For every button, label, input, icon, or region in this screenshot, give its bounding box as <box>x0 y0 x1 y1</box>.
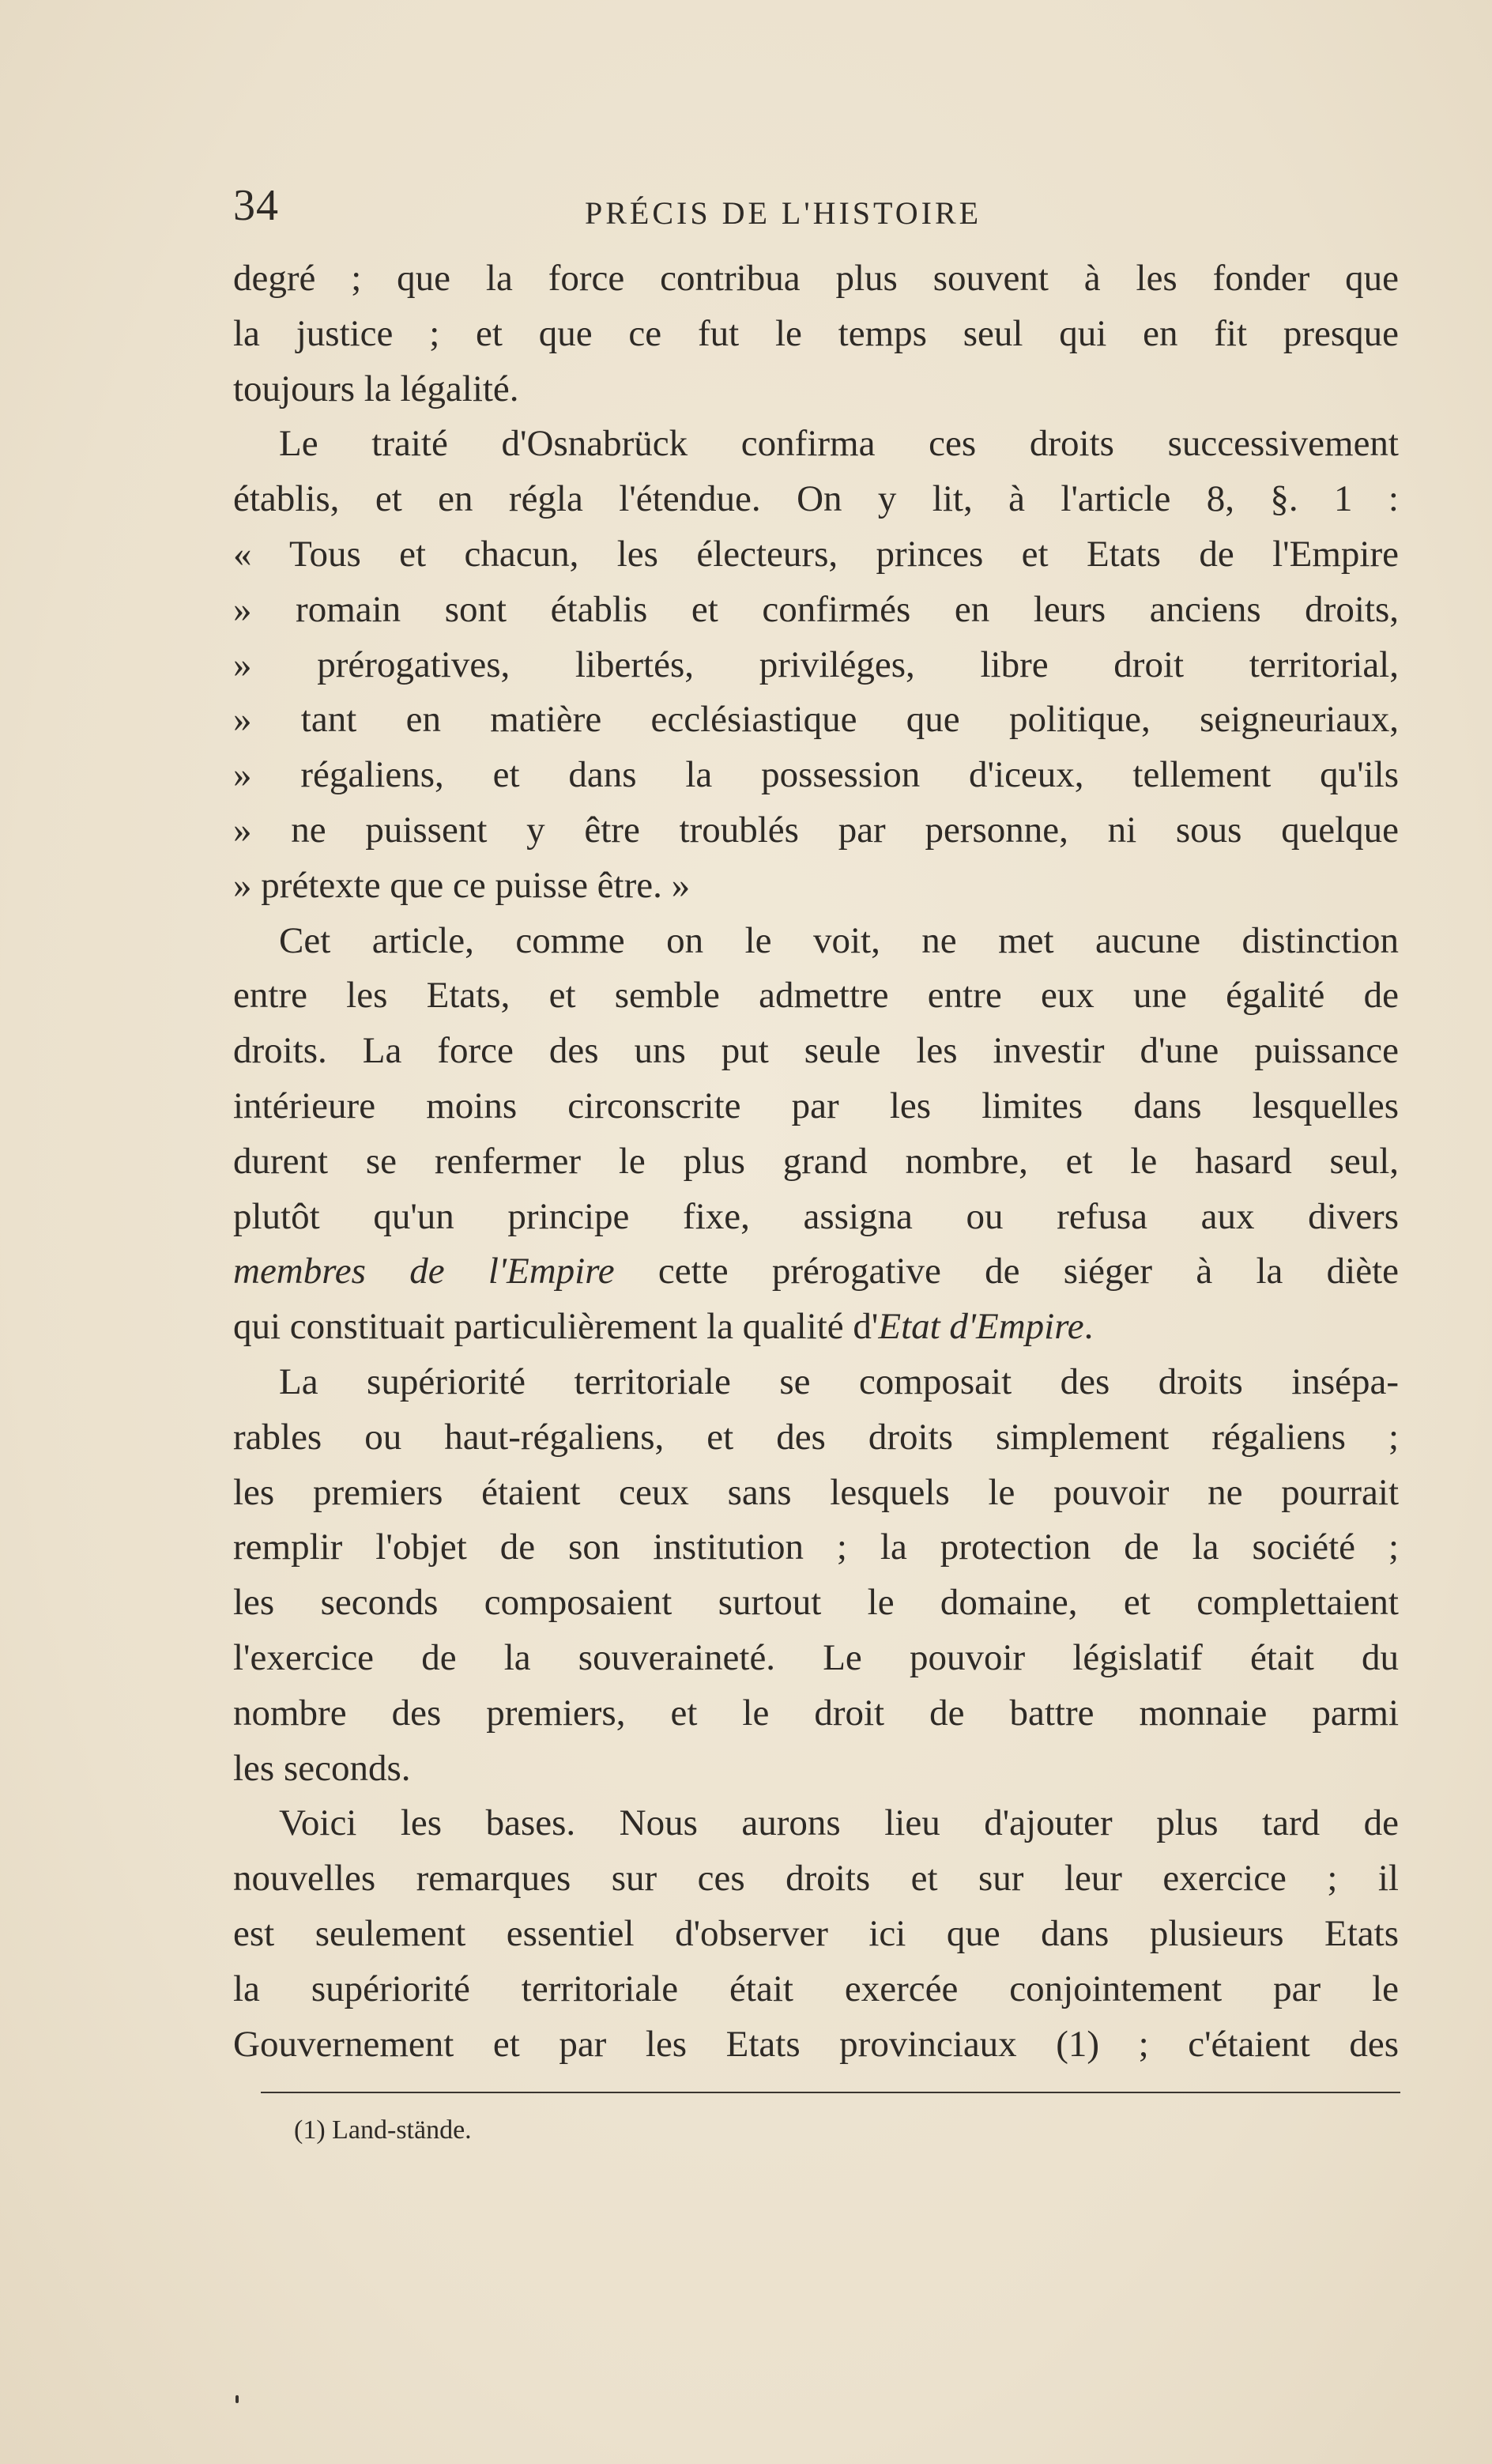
text-line: » ne puissent y être troublés par personne, ni sous quelque <box>233 809 1399 851</box>
page-number: 34 <box>233 181 279 230</box>
text-line: » romain sont établis et confirmés en leurs anciens droits, <box>233 588 1399 630</box>
text-line: » régaliens, et dans la possession d'iceux, tellement qu'ils <box>233 754 1399 796</box>
text-line: nouvelles remarques sur ces droits et sur leur exercice ; il <box>233 1858 1399 1900</box>
text-line: établis, et en régla l'étendue. On y lit, à l'article 8, §. 1 : <box>233 478 1399 520</box>
text-line: Gouvernement et par les Etats provinciaux (1) ; c'étaient des <box>233 2023 1399 2065</box>
text-line: La supériorité territoriale se composait des droits insépa- <box>279 1360 1399 1402</box>
text-line: remplir l'objet de son institution ; la protection de la société ; <box>233 1526 1399 1568</box>
text-line: degré ; que la force contribua plus souvent à les fonder que <box>233 258 1399 299</box>
footnote-rule <box>261 2092 1400 2093</box>
text-line: » tant en matière ecclésiastique que politique, seigneuriaux, <box>233 699 1399 741</box>
text-line: toujours la légalité. <box>233 368 519 409</box>
text-line: Le traité d'Osnabrück confirma ces droits successivement <box>279 423 1399 465</box>
text-line: Voici les bases. Nous aurons lieu d'ajouter plus tard de <box>279 1802 1399 1844</box>
paper-speck <box>235 2395 239 2403</box>
running-head: PRÉCIS DE L'HISTOIRE <box>585 195 982 231</box>
footnote: (1) Land-stände. <box>294 2115 472 2145</box>
text-line: » prétexte que ce puisse être. » <box>233 864 691 906</box>
text-line: durent se renfermer le plus grand nombre, et le hasard seul, <box>233 1140 1399 1182</box>
text-line: nombre des premiers, et le droit de battre monnaie parmi <box>233 1692 1399 1734</box>
text-line: les seconds composaient surtout le domaine, et complettaient <box>233 1582 1399 1624</box>
page-header <box>229 180 1399 236</box>
text-line: est seulement essentiel d'observer ici que dans plusieurs Etats <box>233 1912 1399 1954</box>
text-line: rables ou haut-régaliens, et des droits simplement régaliens ; <box>233 1416 1399 1458</box>
text-line: qui constituait particulièrement la qualité d'Etat d'Empire. <box>233 1306 1094 1348</box>
body-text <box>233 251 1399 2072</box>
text-line: la justice ; et que ce fut le temps seul qui en fit presque <box>233 312 1399 354</box>
text-line: l'exercice de la souveraineté. Le pouvoir législatif était du <box>233 1636 1399 1678</box>
text-line: droits. La force des uns put seule les investir d'une puissance <box>233 1030 1399 1072</box>
text-line: Cet article, comme on le voit, ne met aucune distinction <box>279 919 1399 961</box>
text-line: membres de l'Empire cette prérogative de siéger à la diète <box>233 1251 1399 1292</box>
text-line: » prérogatives, libertés, priviléges, libre droit territorial, <box>233 643 1399 685</box>
text-line: la supériorité territoriale était exercée conjointement par le <box>233 1968 1399 2009</box>
text-line: entre les Etats, et semble admettre entre eux une égalité de <box>233 975 1399 1017</box>
text-line: les seconds. <box>233 1747 411 1789</box>
text-line: les premiers étaient ceux sans lesquels le pouvoir ne pourrait <box>233 1471 1399 1513</box>
text-line: plutôt qu'un principe fixe, assigna ou refusa aux divers <box>233 1195 1399 1237</box>
text-line: « Tous et chacun, les électeurs, princes et Etats de l'Empire <box>233 533 1399 575</box>
text-line: intérieure moins circonscrite par les limites dans lesquelles <box>233 1085 1399 1126</box>
